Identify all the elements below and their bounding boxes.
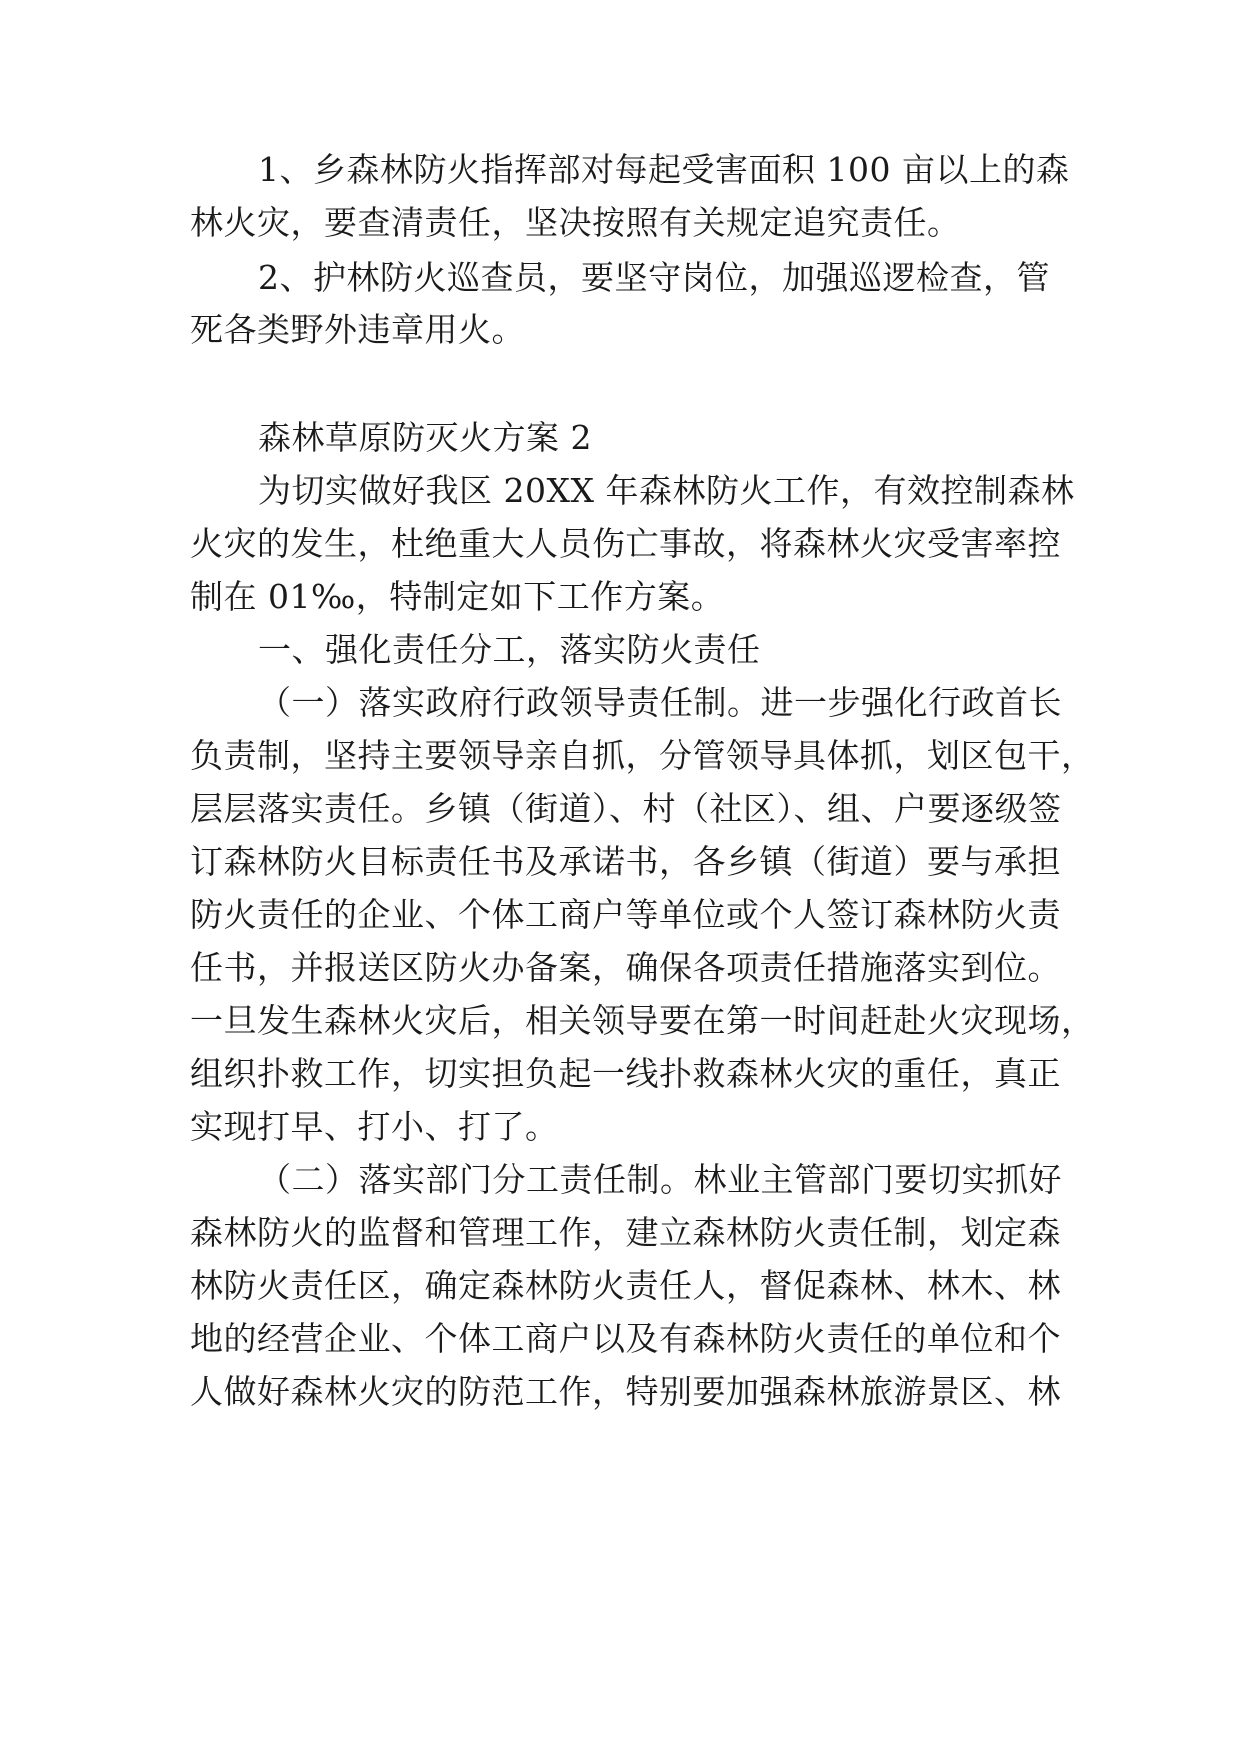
text-line: 组织扑救工作，切实担负起一线扑救森林火灾的重任，真正 [190,1054,1061,1093]
text-line: 1、乡森林防火指挥部对每起受害面积 100 亩以上的森 [258,150,1070,189]
text-line: 层层落实责任。乡镇（街道）、村（社区）、组、户要逐级签 [190,789,1062,828]
text-line: （二）落实部门分工责任制。林业主管部门要切实抓好 [258,1160,1062,1199]
section-heading: 一、强化责任分工，落实防火责任 [258,630,761,669]
text-line: 人做好森林火灾的防范工作，特别要加强森林旅游景区、林 [190,1372,1061,1411]
text-line: （一）落实政府行政领导责任制。进一步强化行政首长 [258,683,1062,722]
text-line: 地的经营企业、个体工商户以及有森林防火责任的单位和个 [190,1319,1061,1358]
text-line: 火灾的发生，杜绝重大人员伤亡事故，将森林火灾受害率控 [190,524,1061,563]
text-line: 2、护林防火巡查员，要坚守岗位，加强巡逻检查，管 [258,258,1050,297]
text-line: 防火责任的企业、个体工商户等单位或个人签订森林防火责 [190,895,1061,934]
text-line: 林防火责任区，确定森林防火责任人，督促森林、林木、林 [190,1266,1061,1305]
text-line: 一旦发生森林火灾后，相关领导要在第一时间赶赴火灾现场， [190,1001,1095,1040]
text-line: 为切实做好我区 20XX 年森林防火工作，有效控制森林 [258,471,1075,510]
text-line: 森林防火的监督和管理工作，建立森林防火责任制，划定森 [190,1213,1061,1252]
text-line: 林火灾，要查清责任，坚决按照有关规定追究责任。 [190,203,961,242]
text-line: 负责制，坚持主要领导亲自抓，分管领导具体抓，划区包干， [190,736,1095,775]
text-line: 死各类野外违章用火。 [190,310,525,349]
text-line: 制在 01‰，特制定如下工作方案。 [190,577,725,616]
text-line: 实现打早、打小、打了。 [190,1107,559,1146]
text-line: 任书，并报送区防火办备案，确保各项责任措施落实到位。 [190,948,1061,987]
section-title: 森林草原防灭火方案 2 [258,418,592,457]
text-line: 订森林防火目标责任书及承诺书，各乡镇（街道）要与承担 [190,842,1061,881]
